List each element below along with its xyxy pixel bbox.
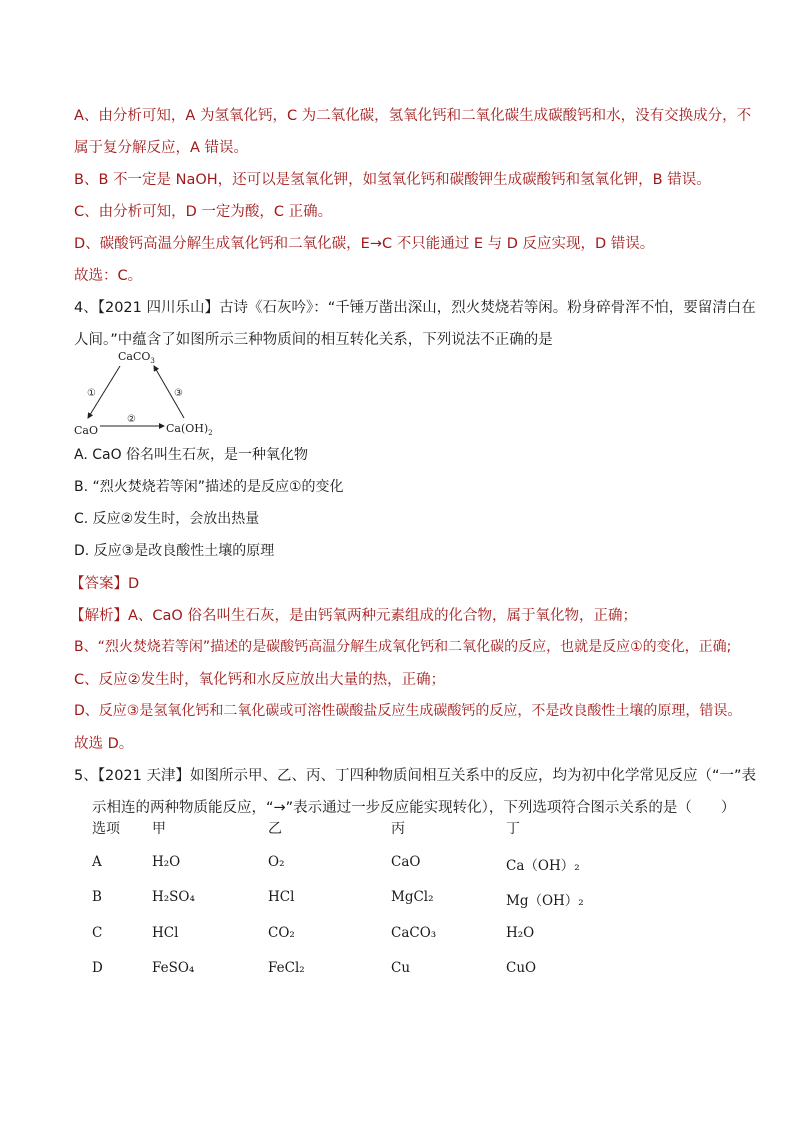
table-cell: HCl — [268, 889, 295, 905]
q4-stem-line2: 人间。”中蕴含了如图所示三种物质间的相互转化关系，下列说法不正确的是 — [74, 332, 553, 348]
node-caoh2: $Ca(OH)_2$ — [166, 422, 213, 437]
conversion-diagram — [70, 348, 220, 440]
table-row — [92, 925, 652, 961]
table-cell: B — [92, 889, 102, 905]
q4-analysis-d: D、反应③是氢氧化钙和二氧化碳或可溶性碳酸盐反应生成碳酸钙的反应，不是改良酸性土壤的原理，错误。 — [74, 703, 742, 719]
table-cell: Ca（OH）₂ — [506, 857, 580, 874]
table-row — [92, 889, 652, 925]
q5-stem-line2: 示相连的两种物质能反应，“→”表示通过一步反应能实现转化），下列选项符合图示关系的是（ ） — [92, 800, 736, 816]
q4-analysis-c: C、反应②发生时，氧化钙和水反应放出大量的热，正确； — [74, 672, 446, 688]
table-cell: O₂ — [268, 853, 285, 870]
table-cell: MgCl₂ — [391, 889, 434, 905]
table-row — [92, 854, 652, 890]
table-cell: Cu — [391, 960, 411, 976]
table-cell: CuO — [506, 960, 537, 976]
table-header-row — [92, 818, 652, 854]
node-cao: CaO — [74, 424, 98, 437]
table-cell: HCl — [152, 924, 179, 941]
conversion-diagram-svg — [70, 348, 220, 440]
table-cell: FeSO₄ — [152, 960, 195, 976]
label-reaction-2: ② — [127, 414, 136, 425]
label-reaction-3: ③ — [174, 388, 183, 399]
q4-option-a: A. CaO 俗名叫生石灰，是一种氧化物 — [74, 447, 309, 463]
table-header-cell: 甲 — [152, 821, 166, 837]
analysis-c: C、由分析可知，D 一定为酸，C 正确。 — [74, 204, 333, 220]
table-header-cell: 丁 — [506, 821, 520, 837]
q4-analysis-answer: 故选 D。 — [74, 736, 134, 752]
table-row — [92, 960, 652, 996]
table-header-cell: 乙 — [268, 821, 282, 837]
analysis-answer: 故选：C。 — [74, 268, 143, 284]
table-cell: CaCO₃ — [391, 924, 437, 941]
table-cell: Mg（OH）₂ — [506, 893, 584, 909]
analysis-d: D、碳酸钙高温分解生成氧化钙和二氧化碳，E→C 不只能通过 E 与 D 反应实现，D 错误。 — [74, 236, 655, 252]
table-cell: C — [92, 924, 103, 941]
q4-stem-line1: 4、【2021 四川乐山】古诗《石灰吟》：“千锤万凿出深山，烈火焚烧若等闲。粉身碎骨浑不怕，要留清白在 — [74, 300, 756, 316]
table-cell: FeCl₂ — [268, 960, 305, 976]
table-cell: H₂O — [152, 853, 181, 870]
table-header-cell: 丙 — [391, 821, 405, 837]
q5-stem-line1: 5、【2021 天津】如图所示甲、乙、丙、丁四种物质间相互关系中的反应，均为初中化学常见反应（“一”表 — [74, 768, 757, 784]
q4-analysis-a: 【解析】A、CaO 俗名叫生石灰，是由钙氧两种元素组成的化合物，属于氧化物，正确； — [70, 608, 637, 624]
q4-answer: 【答案】D — [70, 576, 140, 592]
table-header-cell: 选项 — [92, 821, 120, 837]
table-cell: D — [92, 960, 103, 976]
q4-option-d: D. 反应③是改良酸性土壤的原理 — [74, 543, 275, 559]
analysis-a-line2: 属于复分解反应，A 错误。 — [74, 140, 249, 156]
table-cell: CaO — [391, 853, 421, 870]
q4-option-c: C. 反应②发生时，会放出热量 — [74, 511, 260, 527]
analysis-a-line1: A、由分析可知，A 为氢氧化钙，C 为二氧化碳，氢氧化钙和二氧化碳生成碳酸钙和水，没有交换成分，不 — [74, 108, 752, 124]
q4-analysis-b: B、“烈火焚烧若等闲”描述的是碳酸钙高温分解生成氧化钙和二氧化碳的反应，也就是反应①的变化，正确; — [74, 639, 732, 655]
table-cell: H₂SO₄ — [152, 889, 195, 905]
q4-option-b: B. “烈火焚烧若等闲”描述的是反应①的变化 — [74, 479, 344, 495]
q5-options-table — [92, 818, 652, 996]
table-cell: H₂O — [506, 924, 535, 941]
table-cell: A — [92, 853, 102, 870]
label-reaction-1: ① — [87, 388, 96, 399]
node-caco3: CaCO$_3$ — [118, 350, 155, 365]
table-cell: CO₂ — [268, 924, 295, 941]
analysis-b: B、B 不一定是 NaOH，还可以是氢氧化钾，如氢氧化钙和碳酸钾生成碳酸钙和氢氧化钾，B 错误。 — [74, 172, 711, 188]
